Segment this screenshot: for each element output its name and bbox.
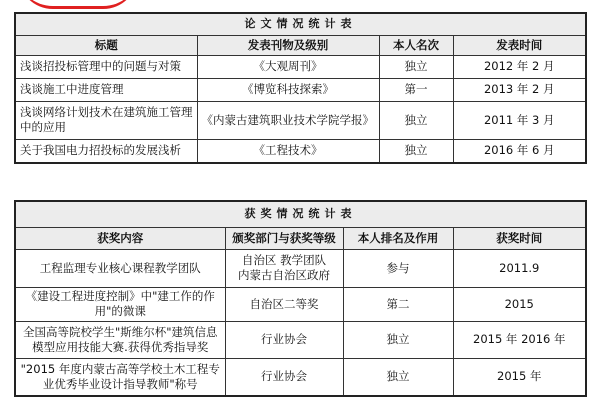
award-date-cell: 2015 年 2016 年 <box>453 321 586 358</box>
paper-title-cell: 浅谈施工中进度管理 <box>15 78 197 101</box>
award-header-content: 获奖内容 <box>15 227 225 249</box>
paper-title-cell: 浅谈招投标管理中的问题与对策 <box>15 55 197 78</box>
award-content-cell: 全国高等院校学生"斯维尔杯"建筑信息模型应用技能大赛.获得优秀指导奖 <box>15 321 225 358</box>
paper-journal-cell: 《工程技术》 <box>197 139 379 163</box>
award-rank-cell: 第二 <box>343 287 453 321</box>
award-content-cell: "2015 年度内蒙古高等学校土木工程专业优秀毕业设计指导教师"称号 <box>15 358 225 396</box>
award-issuer-cell: 行业协会 <box>225 358 343 396</box>
award-date-cell: 2015 <box>453 287 586 321</box>
paper-header-journal: 发表刊物及级别 <box>197 35 379 55</box>
table-row <box>15 139 586 163</box>
red-stamp-arc <box>18 0 138 9</box>
paper-statistics-table <box>14 12 587 164</box>
paper-journal-cell: 《博览科技探索》 <box>197 78 379 101</box>
award-table-title: 获奖情况统计表 <box>15 201 586 227</box>
paper-header-rank: 本人名次 <box>379 35 453 55</box>
paper-date-cell: 2011 年 3 月 <box>453 101 586 139</box>
paper-journal-cell: 《内蒙古建筑职业技术学院学报》 <box>197 101 379 139</box>
paper-journal-cell: 《大观周刊》 <box>197 55 379 78</box>
paper-rank-cell: 独立 <box>379 101 453 139</box>
award-date-cell: 2011.9 <box>453 249 586 287</box>
paper-title-cell: 浅谈网络计划技术在建筑施工管理中的应用 <box>15 101 197 139</box>
award-rank-cell: 参与 <box>343 249 453 287</box>
award-header-issuer: 颁奖部门与获奖等级 <box>225 227 343 249</box>
paper-header-title: 标题 <box>15 35 197 55</box>
table-row <box>15 101 586 139</box>
paper-date-cell: 2016 年 6 月 <box>453 139 586 163</box>
paper-date-cell: 2012 年 2 月 <box>453 55 586 78</box>
table-row <box>15 249 586 287</box>
paper-header-date: 发表时间 <box>453 35 586 55</box>
table-row <box>15 287 586 321</box>
table-row <box>15 321 586 358</box>
award-issuer-cell: 行业协会 <box>225 321 343 358</box>
award-statistics-table <box>14 200 587 397</box>
paper-title-cell: 关于我国电力招投标的发展浅析 <box>15 139 197 163</box>
award-content-cell: 工程监理专业核心课程教学团队 <box>15 249 225 287</box>
paper-rank-cell: 独立 <box>379 139 453 163</box>
table-row <box>15 358 586 396</box>
paper-rank-cell: 独立 <box>379 55 453 78</box>
award-content-cell: 《建设工程进度控制》中"建工作的作用"的微课 <box>15 287 225 321</box>
award-issuer-cell: 自治区二等奖 <box>225 287 343 321</box>
award-date-cell: 2015 年 <box>453 358 586 396</box>
paper-date-cell: 2013 年 2 月 <box>453 78 586 101</box>
award-rank-cell: 独立 <box>343 358 453 396</box>
table-row <box>15 55 586 78</box>
award-issuer-cell: 自治区 教学团队 内蒙古自治区政府 <box>225 249 343 287</box>
table-row <box>15 78 586 101</box>
paper-table-title: 论文情况统计表 <box>15 13 586 35</box>
award-rank-cell: 独立 <box>343 321 453 358</box>
paper-rank-cell: 第一 <box>379 78 453 101</box>
award-header-rank: 本人排名及作用 <box>343 227 453 249</box>
award-header-date: 获奖时间 <box>453 227 586 249</box>
